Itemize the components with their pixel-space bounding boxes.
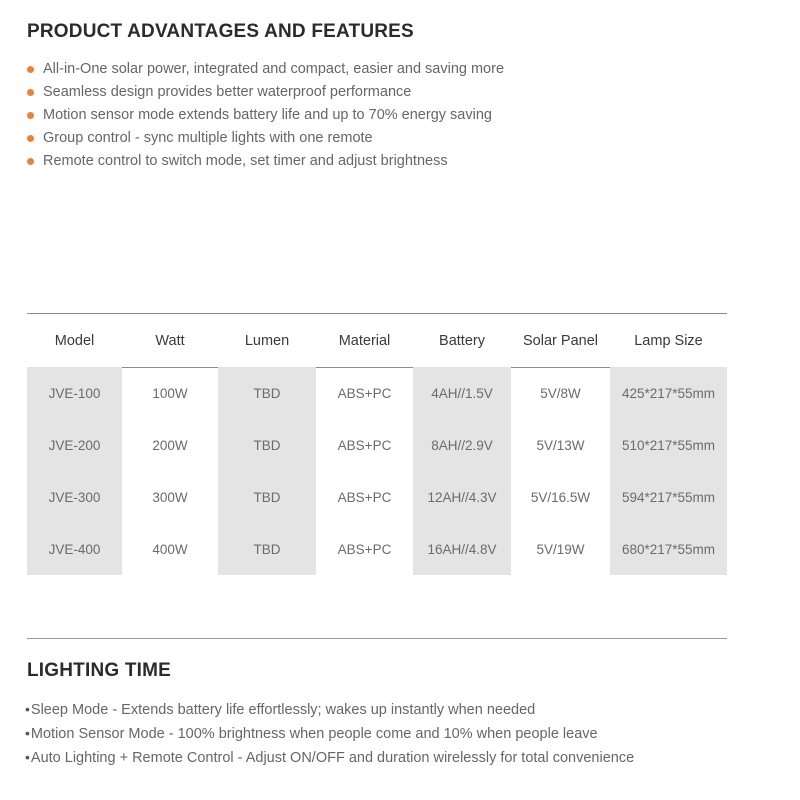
spec-table-head (27, 314, 727, 367)
feature-list-item-label: Remote control to switch mode, set timer and adjust brightness (43, 153, 448, 169)
spec-table-cell: 5V/13W (536, 437, 585, 453)
feature-list-item (27, 104, 747, 127)
bullet-glyph-icon: • (25, 725, 30, 741)
spec-table-cell: 5V/19W (536, 541, 585, 557)
spec-table-cell: TBD (218, 523, 316, 575)
spec-table-cell: JVE-200 (27, 419, 122, 471)
lighting-mode-item-label: Sleep Mode - Extends battery life effortlessly; wakes up instantly when needed (30, 702, 536, 718)
advantages-section-title: PRODUCT ADVANTAGES AND FEATURES (27, 21, 414, 42)
spec-table-column-header: Watt (155, 332, 185, 349)
feature-list-item (27, 81, 747, 104)
advantages-feature-list (27, 58, 747, 173)
bullet-dot-icon (27, 112, 34, 119)
spec-table-cell: 5V/16.5W (530, 489, 591, 505)
bullet-dot-icon (27, 135, 34, 142)
lighting-mode-item (25, 745, 765, 769)
spec-table-column-header: Battery (439, 332, 485, 349)
spec-table-cell: 200W (152, 437, 188, 453)
spec-table-cell: 8AH//2.9V (413, 419, 511, 471)
spec-table-cell: 510*217*55mm (610, 419, 727, 471)
spec-table-cell: 12AH//4.3V (413, 471, 511, 523)
spec-table-cell: ABS+PC (337, 437, 392, 453)
bullet-glyph-icon: • (25, 701, 30, 717)
table-row (27, 471, 727, 523)
spec-table-cell: ABS+PC (337, 489, 392, 505)
lighting-mode-item-label: Auto Lighting + Remote Control - Adjust ON/OFF and duration wirelessly for total convenience (30, 750, 635, 766)
lighting-section-rule (27, 638, 727, 639)
bullet-dot-icon (27, 158, 34, 165)
bullet-glyph-icon: • (25, 749, 30, 765)
table-row (27, 419, 727, 471)
spec-table-cell: TBD (218, 419, 316, 471)
bullet-dot-icon (27, 89, 34, 96)
spec-table-cell: TBD (218, 367, 316, 419)
lighting-mode-item (25, 721, 765, 745)
spec-table-cell: ABS+PC (337, 541, 392, 557)
spec-table-column-header: Lumen (244, 332, 290, 349)
feature-list-item (27, 150, 747, 173)
lighting-mode-item (25, 697, 765, 721)
spec-table-body (27, 367, 727, 575)
feature-list-item-label: All-in-One solar power, integrated and compact, easier and saving more (43, 61, 505, 77)
spec-table (27, 314, 727, 575)
feature-list-item-label: Seamless design provides better waterproof performance (43, 84, 412, 100)
table-row (27, 367, 727, 419)
lighting-mode-list (25, 697, 765, 769)
spec-table-cell: 594*217*55mm (610, 471, 727, 523)
table-row (27, 523, 727, 575)
spec-table-cell: ABS+PC (337, 385, 392, 401)
lighting-mode-item-label: Motion Sensor Mode - 100% brightness when people come and 10% when people leave (30, 726, 598, 742)
spec-table-cell: 680*217*55mm (610, 523, 727, 575)
spec-table-column-header: Lamp Size (634, 332, 703, 349)
feature-list-item-label: Motion sensor mode extends battery life and up to 70% energy saving (43, 107, 492, 123)
spec-table-cell: 425*217*55mm (610, 367, 727, 419)
feature-list-item-label: Group control - sync multiple lights with one remote (43, 130, 373, 146)
feature-list-item (27, 58, 747, 81)
spec-table-cell: 100W (152, 385, 188, 401)
lighting-section-title: LIGHTING TIME (27, 660, 172, 681)
spec-table-column-header: Material (338, 332, 391, 349)
spec-table-cell: JVE-300 (27, 471, 122, 523)
spec-table-cell: JVE-400 (27, 523, 122, 575)
spec-table-cell: TBD (218, 471, 316, 523)
spec-table-cell: 300W (152, 489, 188, 505)
spec-table-cell: 16AH//4.8V (413, 523, 511, 575)
spec-table-column-header: Model (54, 332, 95, 349)
spec-table-cell: 4AH//1.5V (413, 367, 511, 419)
spec-table-cell: 400W (152, 541, 188, 557)
feature-list-item (27, 127, 747, 150)
spec-table-cell: JVE-100 (27, 367, 122, 419)
spec-table-cell: 5V/8W (540, 385, 581, 401)
spec-table-column-header: Solar Panel (523, 332, 598, 349)
spec-table-header-row (27, 314, 727, 367)
bullet-dot-icon (27, 66, 34, 73)
